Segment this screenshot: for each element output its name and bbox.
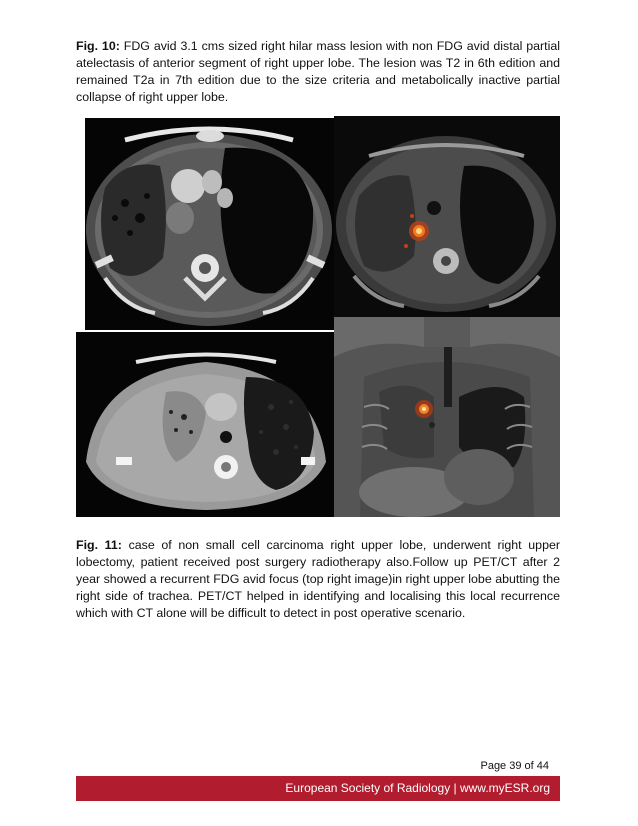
pet-ct-coronal-image [334, 317, 560, 517]
ct-axial-lung-window-image [76, 332, 334, 517]
figure-11-text: case of non small cell carcinoma right upper lobe, underwent right upper lobectomy, patient received post surgery radiotherapy also.Follow up PET/CT after 2 year showed a recurrent FDG avid focus (top right image)in right upper lobe abutting the right side of trachea. PET/CT helped in identifying and localising this local recurrence which with CT alone will be difficult to detect in post operative scenario. [76, 538, 560, 620]
footer-bar [76, 776, 560, 801]
page-number: Page 39 of 44 [480, 760, 549, 772]
figure-10-label: Fig. 10: [76, 39, 120, 53]
pet-ct-axial-image [334, 116, 560, 317]
ct-axial-mediastinal-image [85, 118, 334, 330]
figure-10-text: FDG avid 3.1 cms sized right hilar mass lesion with non FDG avid distal partial atelectasis of anterior segment of right upper lobe. The lesion was T2 in 6th edition and remained T2a in 7th edition due to the size criteria and metabolically inactive partial collapse of right upper lobe. [76, 39, 560, 104]
figure-11-caption [76, 537, 560, 622]
footer-text: European Society of Radiology | www.myESR.org [285, 781, 550, 795]
figure-11-label: Fig. 11: [76, 538, 122, 552]
figure-10-caption [76, 38, 560, 106]
